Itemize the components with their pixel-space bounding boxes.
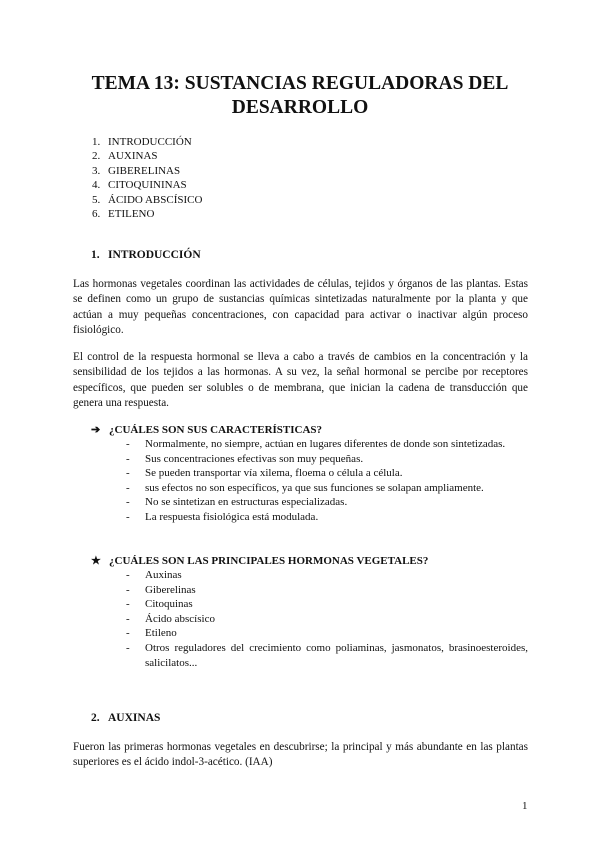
characteristics-list <box>126 437 528 525</box>
page-number: 1 <box>522 800 528 812</box>
section-number: 1. <box>91 249 100 261</box>
section-heading-auxinas <box>91 712 160 724</box>
list-item-text: Se pueden transportar vía xilema, floema o célula a célula. <box>145 467 403 480</box>
list-item <box>126 466 528 481</box>
list-item <box>126 641 528 670</box>
list-item-text: Etileno <box>145 627 177 640</box>
main-hormones-list <box>126 568 528 670</box>
page-title <box>60 72 540 120</box>
list-item <box>126 612 528 627</box>
dash-bullet: - <box>126 496 130 509</box>
list-item-text: Normalmente, no siempre, actúan en lugares diferentes de donde son sintetizadas. <box>145 438 506 450</box>
toc-number: 2. <box>92 150 101 163</box>
dash-bullet: - <box>126 481 130 494</box>
toc-item <box>92 207 202 221</box>
dash-bullet: - <box>126 612 130 625</box>
list-item-text: Ácido abscísico <box>145 612 215 625</box>
dash-bullet: - <box>126 598 130 611</box>
subheading-main-hormones <box>91 554 428 567</box>
dash-bullet: - <box>126 569 130 581</box>
subheading-text: ¿CUÁLES SON SUS CARACTERÍSTICAS? <box>109 423 323 436</box>
list-item <box>126 597 528 612</box>
section-title: AUXINAS <box>108 712 161 724</box>
list-item <box>126 568 528 583</box>
dash-bullet: - <box>126 627 130 640</box>
list-item <box>126 437 528 452</box>
list-item <box>126 583 528 598</box>
subheading-text: ¿CUÁLES SON LAS PRINCIPALES HORMONAS VEGETALES? <box>109 554 429 567</box>
star-icon: ★ <box>91 555 101 567</box>
toc-item <box>92 135 202 149</box>
toc-label: ETILENO <box>108 208 155 221</box>
toc-label: CITOQUININAS <box>108 179 187 192</box>
list-item-text: sus efectos no son específicos, ya que sus funciones se solapan ampliamente. <box>145 481 484 494</box>
list-item-text: No se sintetizan en estructuras especializadas. <box>145 496 348 509</box>
list-item <box>126 481 528 496</box>
dash-bullet: - <box>126 467 130 480</box>
table-of-contents <box>92 135 202 221</box>
dash-bullet: - <box>126 641 130 654</box>
toc-item <box>92 193 202 207</box>
toc-item <box>92 149 202 163</box>
list-item <box>126 510 528 525</box>
list-item-text: Auxinas <box>145 569 182 581</box>
subheading-characteristics <box>91 423 322 436</box>
toc-label: GIBERELINAS <box>108 164 181 177</box>
list-item-text: Giberelinas <box>145 583 196 596</box>
list-item-text: La respuesta fisiológica está modulada. <box>145 510 319 523</box>
list-item <box>126 495 528 510</box>
toc-label: ÁCIDO ABSCÍSICO <box>108 193 203 206</box>
dash-bullet: - <box>126 510 130 523</box>
toc-number: 4. <box>92 179 101 192</box>
toc-number: 1. <box>92 136 101 148</box>
toc-item <box>92 164 202 178</box>
section-heading-introduccion <box>91 249 201 261</box>
list-item-text: Citoquinas <box>145 598 193 611</box>
dash-bullet: - <box>126 583 130 596</box>
list-item-text: Sus concentraciones efectivas son muy pequeñas. <box>145 452 364 465</box>
section-number: 2. <box>91 712 100 724</box>
toc-item <box>92 178 202 192</box>
title-line-1: TEMA 13: SUSTANCIAS REGULADORAS DEL <box>91 73 509 94</box>
dash-bullet: - <box>126 438 130 450</box>
list-item <box>126 452 528 467</box>
toc-number: 3. <box>92 164 101 177</box>
toc-label: INTRODUCCIÓN <box>108 136 192 148</box>
title-line-2: DESARROLLO <box>231 97 369 118</box>
toc-label: AUXINAS <box>108 150 158 163</box>
dash-bullet: - <box>126 452 130 465</box>
toc-number: 6. <box>92 208 101 221</box>
intro-paragraph-2: El control de la respuesta hormonal se lleva a cabo a través de cambios en la concentración y la sensibilidad de los tejidos a las hormonas. A su vez, la señal hormonal se percibe por receptores específicos, que pueden ser solubles o de membrana, que inician la cadena de transducción que genera una respuesta. <box>73 351 528 410</box>
intro-paragraph-1: Las hormonas vegetales coordinan las actividades de células, tejidos y órganos de las plantas. Estas se definen como un grupo de sustancias químicas sintetizadas naturalmente por la planta y que actúan a muy pequeñas concentraciones, con capacidad para activar o inactivar algún proceso fisiológico. <box>73 278 528 337</box>
auxinas-paragraph-1: Fueron las primeras hormonas vegetales en descubrirse; la principal y más abundante en las plantas superiores es el ácido indol-3-acético. (IAA) <box>73 741 528 769</box>
toc-number: 5. <box>92 193 101 206</box>
arrow-icon: ➔ <box>91 424 101 436</box>
list-item <box>126 626 528 641</box>
section-title: INTRODUCCIÓN <box>108 249 201 261</box>
list-item-text: Otros reguladores del crecimiento como poliaminas, jasmonatos, brasinoesteroides, salicilatos... <box>145 641 528 669</box>
